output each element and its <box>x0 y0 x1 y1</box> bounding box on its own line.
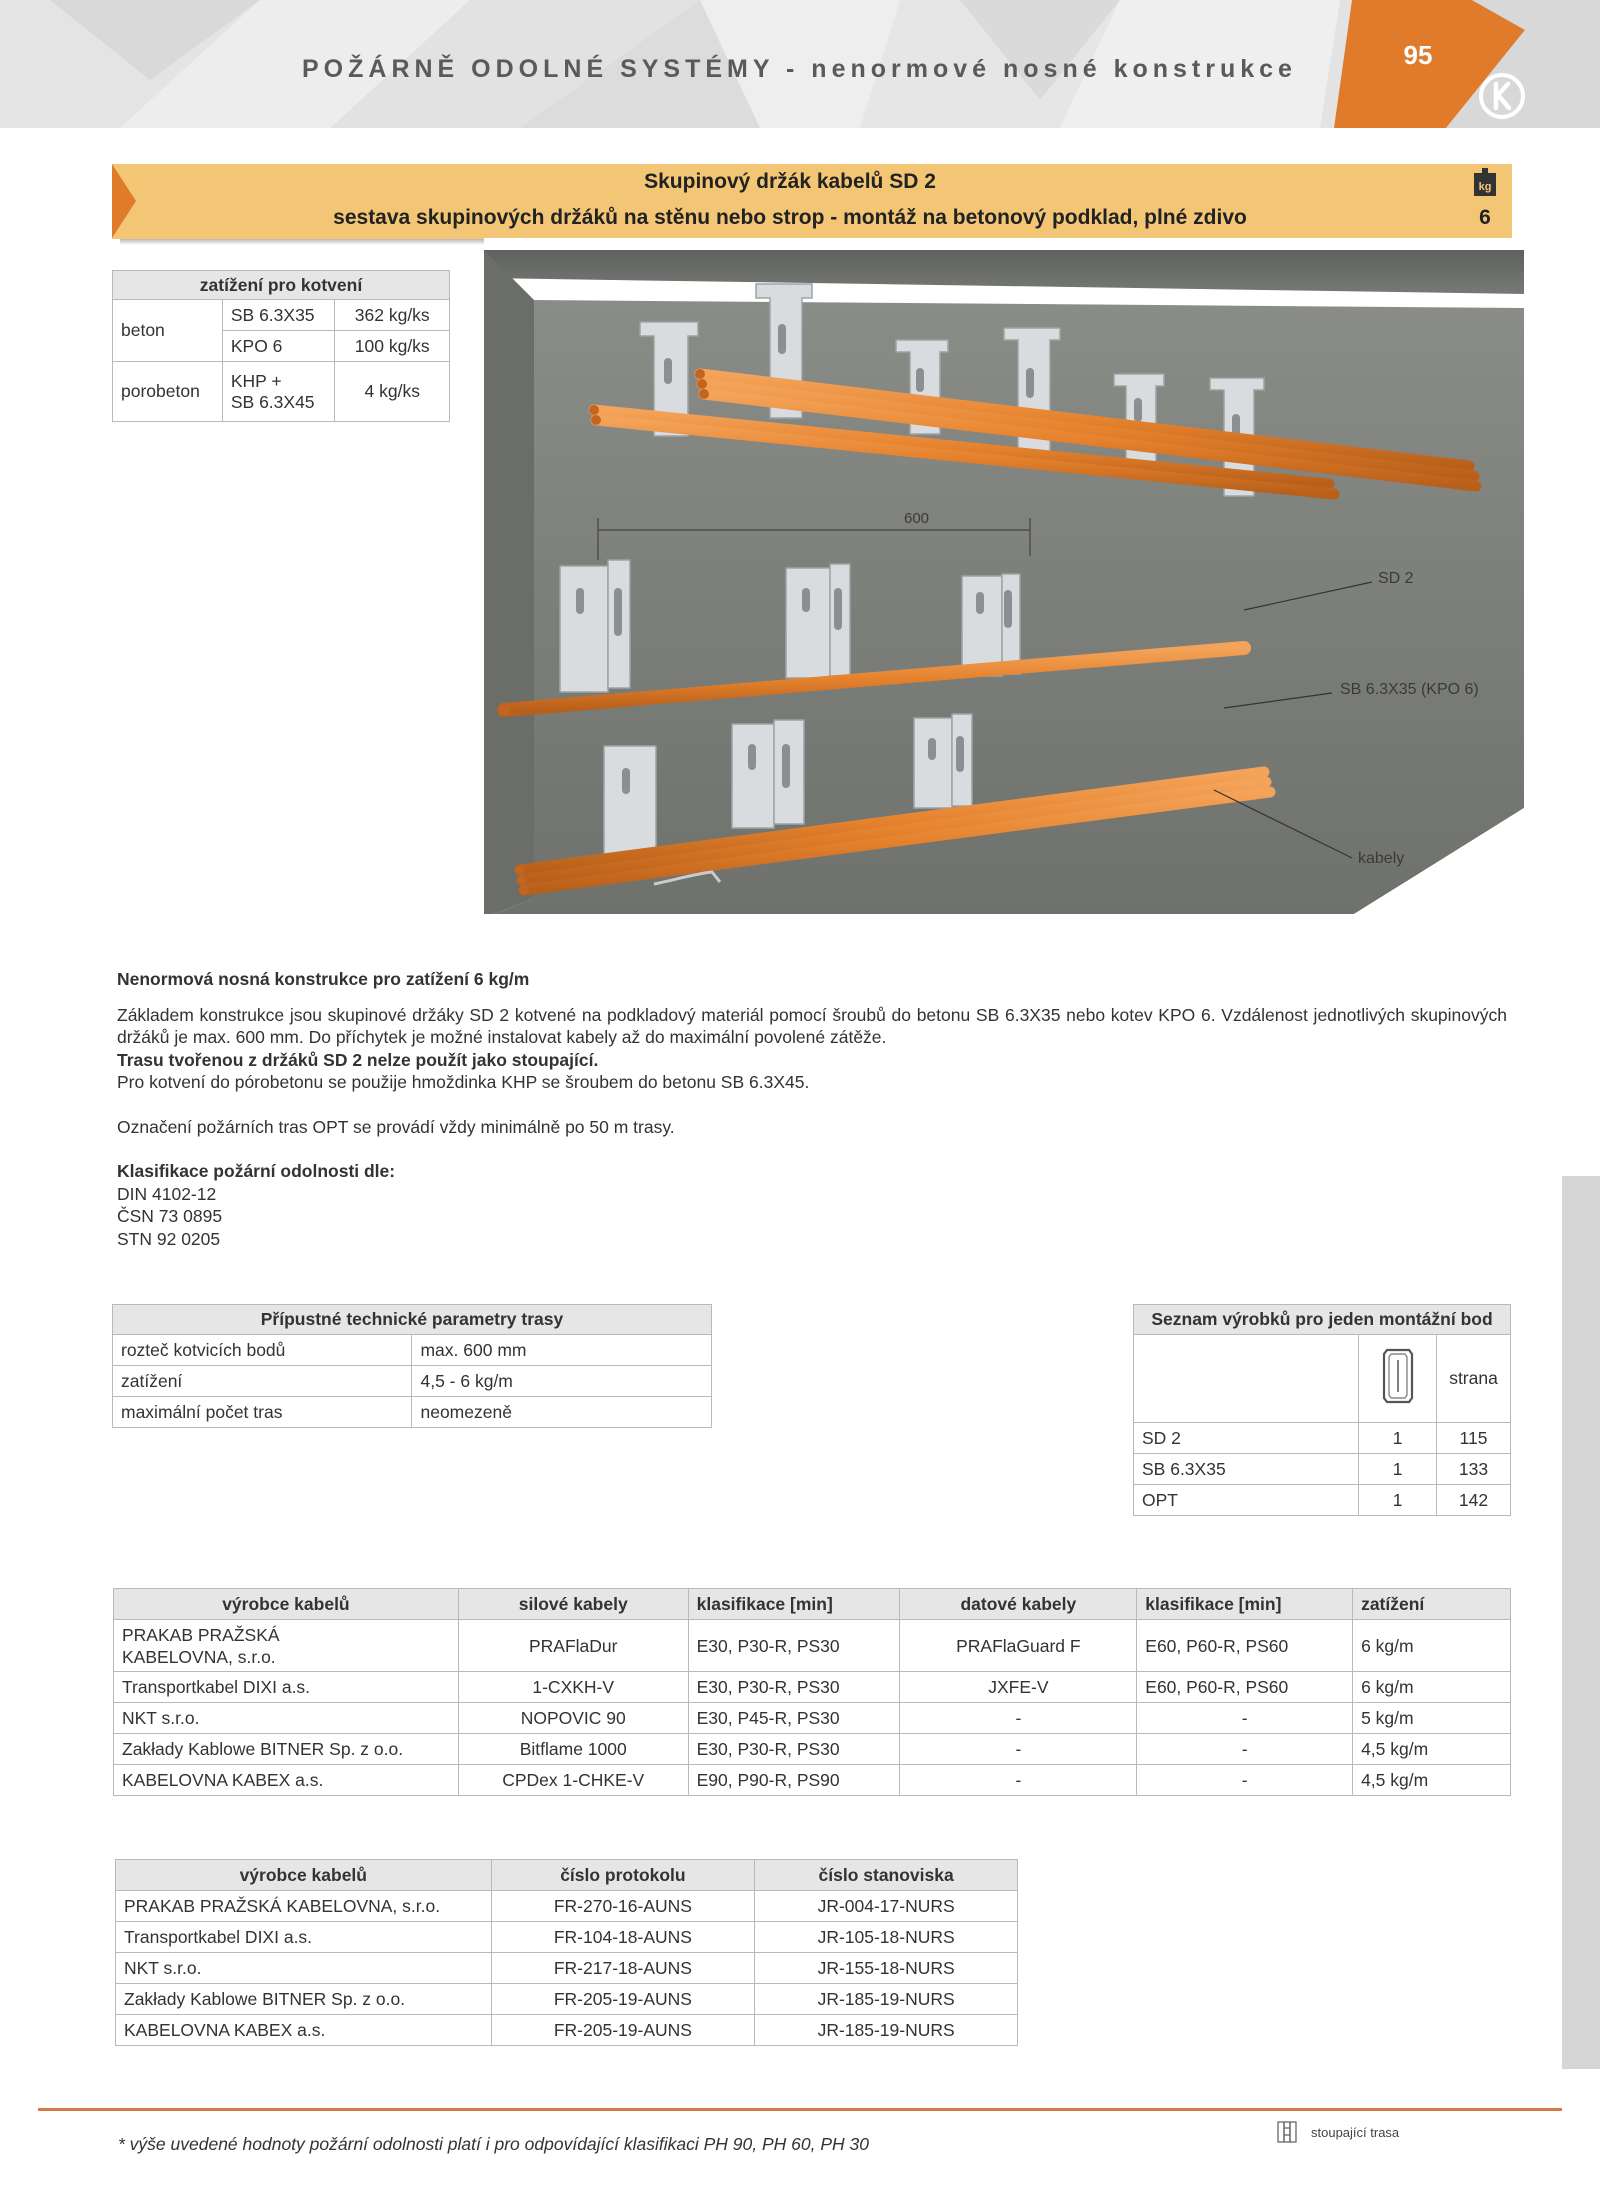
table-row <box>116 2015 1018 2046</box>
protocol-number-cell: FR-205-19-AUNS <box>491 2015 755 2046</box>
protocol-number-cell: FR-104-18-AUNS <box>491 1922 755 1953</box>
product-name: SD 2 <box>1134 1423 1359 1454</box>
load-cell: 4,5 kg/m <box>1353 1734 1511 1765</box>
column-header: číslo stanoviska <box>755 1860 1018 1891</box>
manufacturer-cell: PRAKAB PRAŽSKÁ KABELOVNA, s.r.o. <box>116 1891 492 1922</box>
table-row <box>114 1703 1511 1734</box>
data-cable-cell: - <box>900 1734 1137 1765</box>
param-value: neomezeně <box>412 1397 712 1428</box>
classification-cell: E60, P60-R, PS60 <box>1137 1620 1353 1672</box>
products-table-header: Seznam výrobků pro jeden montážní bod <box>1134 1305 1511 1335</box>
bracket-sd2-icon <box>1381 1346 1415 1406</box>
protocol-number-cell: FR-270-16-AUNS <box>491 1891 755 1922</box>
installation-illustration <box>484 238 1524 914</box>
protocol-table <box>115 1859 1018 2046</box>
param-label: zatížení <box>113 1366 412 1397</box>
protocol-number-cell: FR-217-18-AUNS <box>491 1953 755 1984</box>
material-cell: beton <box>113 300 223 362</box>
manufacturer-cell: KABELOVNA KABEX a.s. <box>116 2015 492 2046</box>
manufacturer-cell: Transportkabel DIXI a.s. <box>114 1672 459 1703</box>
param-label: rozteč kotvicích bodů <box>113 1335 412 1366</box>
table-row <box>113 362 450 422</box>
statement-number-cell: JR-155-18-NURS <box>755 1953 1018 1984</box>
column-header: číslo protokolu <box>491 1860 755 1891</box>
classification-cell: - <box>1137 1703 1353 1734</box>
page-column-header: strana <box>1437 1335 1511 1423</box>
standard-item: STN 92 0205 <box>117 1228 221 1249</box>
column-header: klasifikace [min] <box>688 1589 900 1620</box>
manufacturer-cell: Zakłady Kablowe BITNER Sp. z o.o. <box>114 1734 459 1765</box>
side-bar <box>1562 1176 1600 2069</box>
product-page: 142 <box>1437 1485 1511 1516</box>
table-row <box>1134 1485 1511 1516</box>
table-row <box>113 1366 712 1397</box>
classification-heading: Klasifikace požární odolnosti dle: <box>117 1161 396 1181</box>
anchor-cell <box>222 362 335 422</box>
load-cell: 4,5 kg/m <box>1353 1765 1511 1796</box>
statement-number-cell: JR-185-19-NURS <box>755 2015 1018 2046</box>
table-row <box>114 1672 1511 1703</box>
product-title: Skupinový držák kabelů SD 2 <box>644 170 936 193</box>
table-row <box>114 1734 1511 1765</box>
power-cable-cell: CPDex 1-CHKE-V <box>458 1765 688 1796</box>
riser-label: stoupající trasa <box>1311 2125 1400 2140</box>
anchor-line: SB 6.3X45 <box>230 391 315 412</box>
column-header: zatížení <box>1353 1589 1511 1620</box>
standard-item: ČSN 73 0895 <box>117 1206 223 1226</box>
table-row <box>1134 1335 1511 1423</box>
dimension-label: 600 <box>904 510 930 527</box>
manufacturer-cell: NKT s.r.o. <box>116 1953 492 1984</box>
power-cable-cell: 1-CXKH-V <box>458 1672 688 1703</box>
table-row <box>114 1765 1511 1796</box>
rising-route-icon <box>1277 2121 1297 2143</box>
param-value: max. 600 mm <box>412 1335 712 1366</box>
classification-cell: E30, P30-R, PS30 <box>688 1734 900 1765</box>
porobeton-note: Pro kotvení do pórobetonu se použije hmoždinka KHP se šroubem do betonu SB 6.3X45. <box>117 1072 810 1092</box>
classification-cell: E60, P60-R, PS60 <box>1137 1672 1353 1703</box>
footer-rule <box>38 2108 1562 2111</box>
svg-text:kg: kg <box>1478 181 1492 193</box>
page-header <box>0 0 1600 128</box>
callout-anchor: SB 6.3X35 (KPO 6) <box>1340 681 1479 698</box>
warning-line: Trasu tvořenou z držáků SD 2 nelze použít jako stoupající. <box>117 1049 599 1070</box>
data-cable-cell: JXFE-V <box>900 1672 1137 1703</box>
table-row <box>116 1953 1018 1984</box>
callout-sd2: SD 2 <box>1378 570 1414 587</box>
column-header: výrobce kabelů <box>114 1589 459 1620</box>
standard-item: DIN 4102-12 <box>117 1183 217 1204</box>
table-row <box>113 1335 712 1366</box>
table-row <box>116 1984 1018 2015</box>
data-cable-cell: - <box>900 1765 1137 1796</box>
classification-cell: E90, P90-R, PS90 <box>688 1765 900 1796</box>
classification-cell: E30, P30-R, PS30 <box>688 1672 900 1703</box>
cable-tray-render <box>484 238 1524 914</box>
table-row <box>1134 1454 1511 1485</box>
opt-note: Označení požárních tras OPT se provádí vždy minimálně po 50 m trasy. <box>117 1116 675 1137</box>
statement-number-cell: JR-105-18-NURS <box>755 1922 1018 1953</box>
product-qty: 1 <box>1359 1485 1437 1516</box>
banner-arrow <box>112 164 136 238</box>
column-header: datové kabely <box>900 1589 1137 1620</box>
anchor-table-header: zatížení pro kotvení <box>113 271 450 300</box>
manufacturer-cell: KABELOVNA KABEX a.s. <box>114 1765 459 1796</box>
product-page: 133 <box>1437 1454 1511 1485</box>
classification-cell: E30, P30-R, PS30 <box>688 1620 900 1672</box>
anchor-cell: KPO 6 <box>222 331 335 362</box>
power-cable-cell: Bitflame 1000 <box>458 1734 688 1765</box>
callout-cables: kabely <box>1358 850 1405 867</box>
product-subtitle: sestava skupinových držáků na stěnu nebo strop - montáž na betonový podklad, plné zdivo <box>333 206 1247 229</box>
product-page: 115 <box>1437 1423 1511 1454</box>
statement-number-cell: JR-185-19-NURS <box>755 1984 1018 2015</box>
weight-value: 6 <box>1479 206 1491 229</box>
products-list-table <box>1133 1304 1511 1516</box>
product-name: OPT <box>1134 1485 1359 1516</box>
manufacturer-cell: Transportkabel DIXI a.s. <box>116 1922 492 1953</box>
kg-weight-icon <box>1474 168 1496 196</box>
product-qty: 1 <box>1359 1454 1437 1485</box>
params-table-header: Přípustné technické parametry trasy <box>113 1305 712 1335</box>
table-row <box>114 1620 1511 1672</box>
statement-number-cell: JR-004-17-NURS <box>755 1891 1018 1922</box>
table-row <box>116 1922 1018 1953</box>
page-number: 95 <box>1403 40 1433 70</box>
classification-cell: - <box>1137 1734 1353 1765</box>
param-label: maximální počet tras <box>113 1397 412 1428</box>
header-title: POŽÁRNĚ ODOLNÉ SYSTÉMY - nenormové nosné konstrukce <box>302 55 1297 83</box>
load-cell: 4 kg/ks <box>335 362 450 422</box>
section-heading: Nenormová nosná konstrukce pro zatížení 6 kg/m <box>117 969 530 989</box>
table-row <box>113 300 450 331</box>
table-row <box>1134 1423 1511 1454</box>
data-cable-cell: PRAFlaGuard F <box>900 1620 1137 1672</box>
load-cell: 6 kg/m <box>1353 1620 1511 1672</box>
param-value: 4,5 - 6 kg/m <box>412 1366 712 1397</box>
data-cable-cell: - <box>900 1703 1137 1734</box>
cable-manufacturers-table <box>113 1588 1511 1796</box>
description-paragraph: Základem konstrukce jsou skupinové držáky SD 2 kotvené na podkladový materiál pomocí šroubů do betonu SB 6.3X35 nebo kotev KPO 6. Vzdálenost jednotlivých skupinových držáků je max. 600 mm. Do příchytek je možné instalovat kabely až do maximální povolené zátěže. <box>117 1004 1507 1047</box>
column-header: klasifikace [min] <box>1137 1589 1353 1620</box>
material-cell: porobeton <box>113 362 223 422</box>
load-cell: 100 kg/ks <box>335 331 450 362</box>
footnote: * výše uvedené hodnoty požární odolnosti platí i pro odpovídající klasifikaci PH 90, PH 60, PH 30 <box>118 2134 869 2154</box>
column-header: výrobce kabelů <box>116 1860 492 1891</box>
load-cell: 6 kg/m <box>1353 1672 1511 1703</box>
column-header: silové kabely <box>458 1589 688 1620</box>
k-circle-logo-icon <box>1478 72 1526 120</box>
manufacturer-cell: PRAKAB PRAŽSKÁ KABELOVNA, s.r.o. <box>114 1620 459 1672</box>
table-row <box>113 1397 712 1428</box>
load-cell: 5 kg/m <box>1353 1703 1511 1734</box>
anchor-cell: SB 6.3X35 <box>222 300 335 331</box>
anchor-load-table <box>112 270 450 422</box>
description-text <box>117 968 1507 1250</box>
classification-cell: - <box>1137 1765 1353 1796</box>
load-cell: 362 kg/ks <box>335 300 450 331</box>
power-cable-cell: NOPOVIC 90 <box>458 1703 688 1734</box>
manufacturer-cell: NKT s.r.o. <box>114 1703 459 1734</box>
manufacturer-cell: Zakłady Kablowe BITNER Sp. z o.o. <box>116 1984 492 2015</box>
table-row <box>116 1891 1018 1922</box>
protocol-number-cell: FR-205-19-AUNS <box>491 1984 755 2015</box>
route-parameters-table <box>112 1304 712 1428</box>
anchor-line: KHP + <box>230 370 282 391</box>
product-qty: 1 <box>1359 1423 1437 1454</box>
classification-cell: E30, P45-R, PS30 <box>688 1703 900 1734</box>
product-name: SB 6.3X35 <box>1134 1454 1359 1485</box>
power-cable-cell: PRAFlaDur <box>458 1620 688 1672</box>
